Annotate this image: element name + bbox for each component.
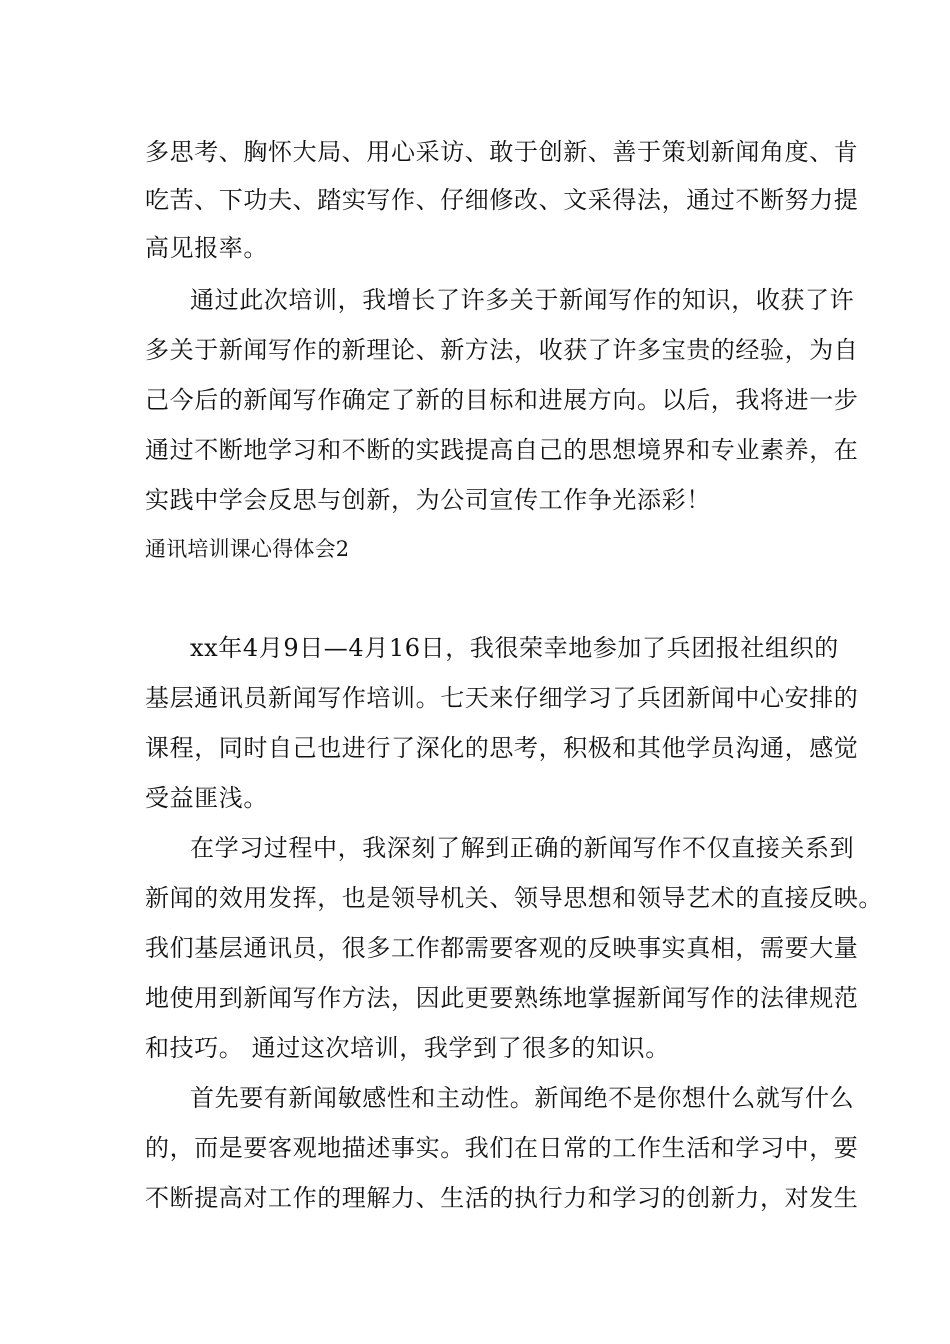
paragraph-2-line-3: 己今后的新闻写作确定了新的目标和进展方向。以后，我将进一步: [145, 386, 859, 414]
paragraph-2-line-2: 多关于新闻写作的新理论、新方法，收获了许多宝贵的经验，为自: [145, 336, 859, 364]
paragraph-2-line-4: 通过不断地学习和不断的实践提高自己的思想境界和专业素养，在: [145, 436, 859, 464]
paragraph-1-line-3: 高见报率。: [145, 234, 268, 262]
paragraph-4-line-1: 在学习过程中，我深刻了解到正确的新闻写作不仅直接关系到: [190, 834, 855, 862]
paragraph-4-line-2: 新闻的效用发挥，也是领导机关、领导思想和领导艺术的直接反映。: [145, 884, 883, 912]
paragraph-2-line-1: 通过此次培训，我增长了许多关于新闻写作的知识，收获了许: [190, 286, 855, 314]
paragraph-4-line-4: 地使用到新闻写作方法，因此更要熟练地掌握新闻写作的法律规范: [145, 984, 859, 1012]
paragraph-1-line-2: 吃苦、下功夫、踏实写作、仔细修改、文采得法，通过不断努力提: [145, 186, 859, 214]
paragraph-3-line-3: 课程，同时自己也进行了深化的思考，积极和其他学员沟通，感觉: [145, 734, 859, 762]
paragraph-5-line-1: 首先要有新闻敏感性和主动性。新闻绝不是你想什么就写什么: [190, 1084, 855, 1112]
paragraph-4-line-5: 和技巧。 通过这次培训，我学到了很多的知识。: [145, 1034, 670, 1062]
paragraph-1-line-1: 多思考、胸怀大局、用心采访、敢于创新、善于策划新闻角度、肯: [145, 138, 859, 166]
paragraph-2-line-5: 实践中学会反思与创新，为公司宣传工作争光添彩！: [145, 486, 711, 514]
paragraph-5-line-2: 的，而是要客观地描述事实。我们在日常的工作生活和学习中，要: [145, 1134, 859, 1162]
paragraph-3-line-4: 受益匪浅。: [145, 784, 268, 812]
paragraph-3-line-1: xx年4月9日—4月16日，我很荣幸地参加了兵团报社组织的: [190, 634, 839, 662]
paragraph-4-line-3: 我们基层通讯员，很多工作都需要客观的反映事实真相，需要大量: [145, 934, 859, 962]
paragraph-3-line-2: 基层通讯员新闻写作培训。七天来仔细学习了兵团新闻中心安排的: [145, 684, 859, 712]
paragraph-5-line-3: 不断提高对工作的理解力、生活的执行力和学习的创新力，对发生: [145, 1184, 859, 1212]
section-heading: 通讯培训课心得体会2: [145, 537, 350, 561]
